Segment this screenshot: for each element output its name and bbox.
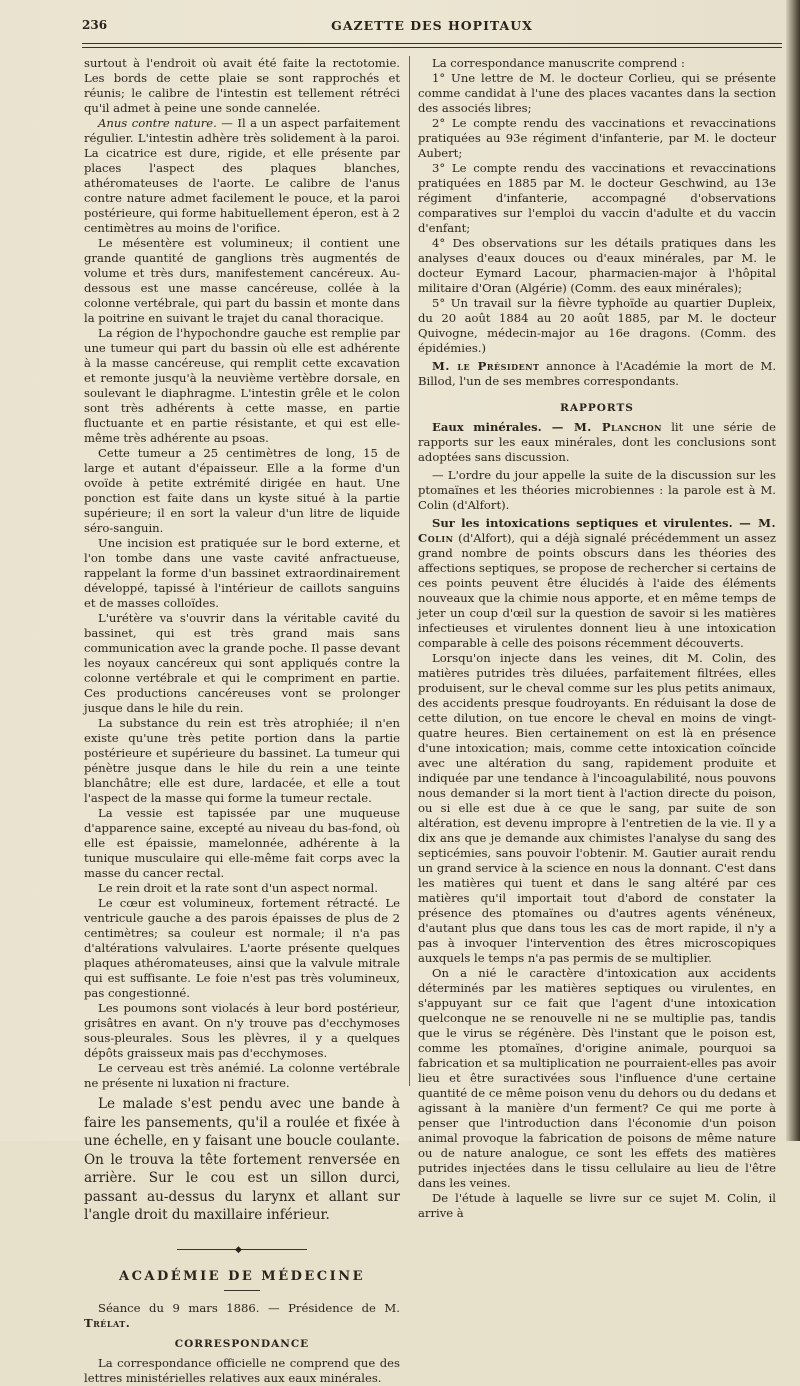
header-rule	[82, 43, 782, 44]
paragraph: On a nié le caractère d'intoxication aux accidents déterminés par les matières septiques ou virulentes, en s'appuyant sur ce fait que l'agent d'une intoxication quelconque ne se renouvelle ni ne se multiplie pas, tandis que le virus se régénère. Dès l'instant que le poison est, comme les ptomaïnes, d'origine animale, pourquoi sa fabrication et sa multiplication ne pourraient-elles pas avoir lieu et être suractivées sous l'influence d'une certaine quantité de ce même poison venu du dehors ou du dedans et agissant à la manière d'un ferment? Ce qui me porte à penser que l'introduction dans l'économie d'un poison animal provoque la fabrication de poisons de même nature ou de nature analogue, ce sont les effets des matières putrides injectées dans le tissu cellulaire au lieu de l'être dans les veines.	[418, 966, 776, 1190]
paragraph-lead: Eaux minérales.	[432, 420, 542, 434]
president-name: Trélat.	[84, 1315, 131, 1330]
seance-line	[84, 1301, 400, 1331]
paragraph: Lorsqu'on injecte dans les veines, dit M. Colin, des matières putrides très diluées, parfaitement filtrées, elles produisent, sur le cheval comme sur les plus petits animaux, des accidents presque foudroyants. En réduisant la dose de cette dilution, on tue encore le cheval en moins de vingt-quatre heures. Bien certainement on est là en présence d'une intoxication; mais, comme cette intoxication coïncide avec une altération du sang, rapidement produite et indiquée par une tendance à l'incoagulabilité, nous pouvons nous demander si la mort tient à l'action directe du poison, ou si elle est due à ce que le sang, par suite de son altération, est devenu impropre à l'entretien de la vie. Il y a dix ans que je demande aux chimistes l'analyse du sang des septicémies, sans pouvoir l'obtenir. M. Gautier aurait rendu un grand service à la science en nous la donnant. C'est dans les matières qui tuent et dans le sang altéré par ces matières qu'il importait tout d'abord de constater la présence des ptomaïnes ou d'autres agents vénéneux, d'autant plus que dans tous les cas de mort rapide, il n'y a pas à invoquer l'intervention des êtres microscopiques auxquels le temps n'a pas permis de se multiplier.	[418, 651, 776, 965]
seance-text: Séance du 9 mars 1886. — Présidence de M.	[98, 1300, 400, 1315]
paragraph	[418, 516, 776, 651]
paragraph: La vessie est tapissée par une muqueuse d'apparence saine, excepté au niveau du bas-fond, où elle est épaissie, mamelonnée, adhérente à la tunique musculaire qui elle-même fait corps avec la masse du cancer rectal.	[84, 806, 400, 880]
paragraph: De l'étude à laquelle se livre sur ce sujet M. Colin, il arrive à	[418, 1191, 776, 1220]
paragraph-large: Le malade s'est pendu avec une bande à faire les pansements, qu'il a roulée et fixée à une échelle, en y faisant une boucle coulante. On le trouva la tête fortement renversée en arrière. Sur le cou est un sillon durci, passant au-dessus du larynx et allant sur l'angle droit du maxillaire inférieur.	[84, 1096, 400, 1223]
separator-ornament: ◆	[235, 1244, 242, 1255]
paragraph: La région de l'hypochondre gauche est remplie par une tumeur qui part du bassin où elle est adhérente à la masse cancéreuse, qui remplit cette excavation et remonte jusqu'à la neuvième vertèbre dorsale, en soulevant le diaphragme. L'intestin grêle et le colon sont très adhérents à cette masse, en partie fluctuante et en partie résistante, et qui est elle-même très adhérente au psoas.	[84, 326, 400, 445]
short-rule	[224, 1290, 260, 1291]
paragraph	[418, 420, 776, 465]
paragraph: L'urétère va s'ouvrir dans la véritable cavité du bassinet, qui est très grand mais sans communication avec la grande poche. Il passe devant les noyaux cancéreux qui sont appliqués contre la colonne vertébrale et qui le compriment en partie. Ces productions cancéreuses vont se prolonger jusque dans le hile du rein.	[84, 611, 400, 715]
paragraph: La correspondance manuscrite comprend :	[432, 56, 685, 70]
paragraph: Le cerveau est très anémié. La colonne vertébrale ne présente ni luxation ni fracture.	[84, 1061, 400, 1090]
paragraph: Cette tumeur a 25 centimètres de long, 15 de large et autant d'épaisseur. Elle a la forme d'un ovoïde à petite extrémité dirigée en haut. Une ponction est faite dans un kyste situé à la partie supérieure; il en sort la valeur d'un litre de liquide séro-sanguin.	[84, 446, 400, 535]
paragraph-lead: Sur les intoxications septiques et virulentes.	[432, 516, 733, 530]
paragraph-lead: Anus contre nature.	[98, 116, 217, 130]
list-item: 5° Un travail sur la fièvre typhoïde au quartier Dupleix, du 20 août 1884 au 20 août 1885, par M. le docteur Quivogne, médecin-major au 16e dragons. (Comm. des épidémies.)	[418, 296, 776, 355]
list-item: 4° Des observations sur les détails pratiques dans les analyses d'eaux douces ou d'eaux minérales, par M. le docteur Eymard Lacour, pharmacien-major à l'hôpital militaire d'Oran (Algérie) (Comm. des eaux minérales);	[418, 236, 776, 295]
column-separator	[409, 56, 410, 1086]
paragraph-body: — Il a un aspect parfaitement régulier. L'intestin adhère très solidement à la paroi. La cicatrice est dure, rigide, et elle présente par places l'aspect des plaques blanches, athéromateuses de l'aorte. Le calibre de l'anus contre nature admet facilement le pouce, et la paroi postérieure, qui forme habituellement éperon, est à 2 centimètres au moins de l'orifice.	[84, 116, 400, 235]
section-title: ACADÉMIE DE MÉDECINE	[118, 1268, 365, 1284]
paragraph: Une incision est pratiquée sur le bord externe, et l'on tombe dans une vaste cavité anfractueuse, rappelant la forme d'un bassinet extraordinairement développé, tapissé à l'intérieur de caillots sanguins et de masses colloïdes.	[84, 536, 400, 610]
paragraph-body: annonce à l'Académie la mort de M. Billod, l'un de ses membres correspondants.	[418, 359, 777, 388]
subsection-title: RAPPORTS	[560, 402, 634, 414]
left-column	[84, 56, 400, 1386]
page-number: 236	[82, 18, 108, 32]
list-item: 3° Le compte rendu des vaccinations et revaccinations pratiquées en 1885 par M. le docteur Geschwind, au 13e régiment d'infanterie, accompagné d'observations comparatives sur l'emploi du vaccin d'adulte et du vaccin d'enfant;	[418, 161, 776, 235]
paragraph: Le rein droit et la rate sont d'un aspect normal.	[98, 881, 378, 895]
paragraph: Le mésentère est volumineux; il contient une grande quantité de ganglions très augmentés de volume et très durs, manifestement cancéreux. Au-dessous est une masse cancéreuse, collée à la colonne vertébrale, qui part du bassin et monte dans la poitrine en suivant le trajet du canal thoracique.	[84, 236, 400, 325]
paragraph-body: (d'Alfort), qui a déjà signalé précédemment un assez grand nombre de points obscurs dans les théories des affections septiques, se propose de rechercher si certains de ces points peuvent être élucidés à l'aide des éléments nouveaux que la chimie nous apporte, et en même temps de jeter un coup d'œil sur la question de savoir si les matières infectieuses et virulentes donnent lieu à une intoxication comparable à celle des poisons récemment découverts.	[418, 531, 776, 650]
header-rule-thin	[82, 47, 782, 48]
page-header	[82, 18, 782, 38]
paragraph-lead: M. le Président	[432, 359, 540, 373]
paragraph: surtout à l'endroit où avait été faite la rectotomie. Les bords de cette plaie se sont rapprochés et réunis; le calibre de l'intestin est tellement rétréci qu'il admet à peine une sonde cannelée.	[84, 56, 400, 115]
paragraph	[418, 359, 776, 389]
paragraph-body: lit une série de rapports sur les eaux minérales, dont les conclusions sont adoptées sans discussion.	[418, 420, 776, 464]
speaker-name: — M. Colin	[418, 516, 776, 545]
list-item: 1° Une lettre de M. le docteur Corlieu, qui se présente comme candidat à l'une des places vacantes dans la section des associés libres;	[418, 71, 776, 115]
section-separator	[177, 1244, 307, 1255]
paragraph: La correspondance officielle ne comprend que des lettres ministérielles relatives aux eaux minérales.	[84, 1355, 400, 1385]
page-edge-shadow	[786, 0, 800, 1141]
list-item: 2° Le compte rendu des vaccinations et revaccinations pratiquées au 93e régiment d'infanterie, par M. le docteur Aubert;	[418, 116, 776, 160]
running-title: GAZETTE DES HOPITAUX	[331, 18, 533, 33]
paragraph: Le cœur est volumineux, fortement rétracté. Le ventricule gauche a des parois épaisses de plus de 2 centimètres; sa couleur est normale; il n'a pas d'altérations valvulaires. L'aorte présente quelques plaques athéromateuses, ainsi que la valvule mitrale qui est suffisante. Le foie n'est pas très volumineux, pas congestionné.	[84, 896, 400, 1000]
paragraph: Les poumons sont violacés à leur bord postérieur, grisâtres en avant. On n'y trouve pas d'ecchymoses sous-pleurales. Sous les plèvres, il y a quelques dépôts graisseux mais pas d'ecchymoses.	[84, 1001, 400, 1060]
paragraph: — L'ordre du jour appelle la suite de la discussion sur les ptomaïnes et les théories microbiennes : la parole est à M. Colin (d'Alfort).	[418, 468, 776, 512]
speaker-name: — M. Planchon	[541, 420, 662, 434]
subsection-title: CORRESPONDANCE	[174, 1337, 310, 1350]
right-column	[418, 56, 776, 1221]
paragraph: La substance du rein est très atrophiée; il n'en existe qu'une très petite portion dans la partie postérieure et supérieure du bassinet. La tumeur qui pénètre jusque dans le hile du rein a une teinte blanchâtre; elle est dure, lardacée, et elle a tout l'aspect de la masse qui forme la tumeur rectale.	[84, 716, 400, 805]
paragraph	[84, 116, 400, 236]
